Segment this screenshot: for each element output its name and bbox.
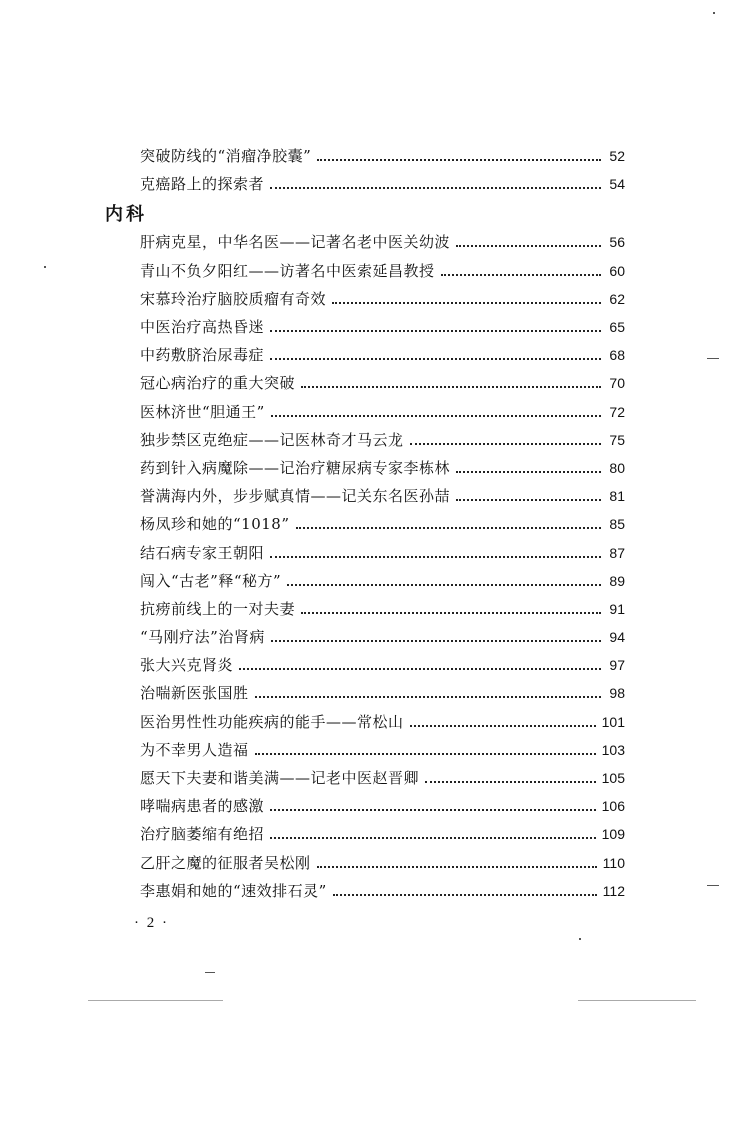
dot-leader — [270, 187, 601, 189]
toc-entry — [105, 567, 625, 595]
toc-entry-title: 誉满海内外，步步赋真情——记关东名医孙喆 — [140, 487, 451, 506]
toc-entry-title: 闯入“古老”释“秘方” — [140, 571, 282, 590]
toc-entry-page-number: 103 — [601, 741, 625, 758]
toc-entry-title: 青山不负夕阳红——访著名中医索延昌教授 — [140, 261, 435, 280]
toc-entry-title: 李惠娟和她的“速效排石灵” — [140, 881, 327, 900]
scan-speck — [707, 885, 719, 886]
toc-entry-title: 中医治疗高热昏迷 — [140, 318, 265, 337]
scan-speck — [707, 358, 719, 359]
dot-leader — [271, 640, 601, 642]
toc-entry-title: 结石病专家王朝阳 — [140, 543, 265, 562]
toc-entry — [105, 764, 625, 792]
toc-entry-page-number: 89 — [609, 572, 625, 589]
toc-entry — [105, 877, 625, 905]
page-number: · 2 · — [134, 915, 169, 931]
toc-entry-page-number: 112 — [602, 882, 625, 899]
toc-entry-title: 治喘新医张国胜 — [140, 684, 249, 703]
toc-entry — [105, 170, 625, 198]
dot-leader — [410, 443, 601, 445]
toc-entry-page-number: 80 — [609, 459, 625, 476]
dot-leader — [456, 471, 601, 473]
toc-entry-page-number: 65 — [609, 319, 625, 336]
toc-entry-title: “马刚疗法”治肾病 — [140, 628, 265, 647]
dot-leader — [410, 725, 596, 727]
toc-entry-title: 宋慕玲治疗脑胶质瘤有奇效 — [140, 289, 327, 308]
toc-entry — [105, 820, 625, 848]
toc-entry — [105, 736, 625, 764]
toc-entry — [105, 482, 625, 510]
toc-entry — [105, 538, 625, 566]
dot-leader — [255, 696, 601, 698]
dot-leader — [270, 809, 596, 811]
table-of-contents — [105, 142, 625, 905]
toc-entry-page-number: 56 — [609, 234, 625, 251]
toc-entry-page-number: 70 — [609, 375, 625, 392]
toc-entry-page-number: 101 — [601, 713, 625, 730]
toc-entry-page-number: 60 — [609, 262, 625, 279]
toc-entry — [105, 341, 625, 369]
toc-entry-page-number: 72 — [609, 403, 625, 420]
scan-speck — [713, 12, 715, 14]
toc-entry-page-number: 85 — [609, 516, 625, 533]
toc-entry-title: 突破防线的“消瘤净胶囊” — [140, 147, 312, 166]
dot-leader — [239, 668, 601, 670]
toc-entry-page-number: 54 — [609, 176, 625, 193]
toc-entry — [105, 454, 625, 482]
toc-entry — [105, 142, 625, 170]
toc-entry-page-number: 75 — [609, 431, 625, 448]
toc-entry — [105, 849, 625, 877]
dot-leader — [332, 302, 601, 304]
toc-entry-title: 中药敷脐治尿毒症 — [140, 346, 265, 365]
dot-leader — [456, 499, 601, 501]
toc-entry-title: 乙肝之魔的征服者吴松刚 — [140, 853, 311, 872]
dot-leader — [287, 584, 601, 586]
toc-entry-page-number: 81 — [609, 488, 625, 505]
dot-leader — [317, 866, 597, 868]
toc-entry-title: 医治男性性功能疾病的能手——常松山 — [140, 712, 404, 731]
toc-entry — [105, 369, 625, 397]
toc-entry — [105, 426, 625, 454]
dot-leader — [270, 556, 601, 558]
toc-entry-title: 为不幸男人造福 — [140, 740, 249, 759]
toc-entry — [105, 651, 625, 679]
toc-entry — [105, 313, 625, 341]
dot-leader — [270, 358, 601, 360]
scan-speck — [205, 972, 215, 973]
dot-leader — [271, 415, 601, 417]
toc-pre-entries — [105, 142, 625, 198]
dot-leader — [270, 330, 601, 332]
toc-entry-title: 治疗脑萎缩有绝招 — [140, 825, 265, 844]
toc-entry-title: 药到针入病魔除——记治疗糖尿病专家李栋林 — [140, 458, 451, 477]
toc-entry-title: 肝病克星，中华名医——记著名老中医关幼波 — [140, 233, 451, 252]
dot-leader — [441, 274, 601, 276]
toc-entry-title: 愿天下夫妻和谐美满——记老中医赵晋卿 — [140, 769, 420, 788]
toc-entries — [105, 228, 625, 905]
toc-entry — [105, 285, 625, 313]
dot-leader — [270, 837, 596, 839]
dot-leader — [296, 527, 601, 529]
scan-speck — [579, 938, 581, 940]
toc-entry-page-number: 98 — [609, 685, 625, 702]
toc-entry-title: 杨凤珍和她的“1018” — [140, 515, 290, 534]
toc-entry — [105, 257, 625, 285]
toc-entry — [105, 510, 625, 538]
toc-entry-page-number: 105 — [601, 770, 625, 787]
toc-entry-title: 张大兴克肾炎 — [140, 656, 234, 675]
toc-entry-page-number: 97 — [609, 657, 625, 674]
toc-entry-page-number: 91 — [609, 600, 625, 617]
dot-leader — [301, 386, 601, 388]
section-heading-internal-medicine: 内科 — [105, 204, 147, 226]
toc-entry-page-number: 110 — [602, 854, 625, 871]
toc-entry-page-number: 52 — [609, 148, 625, 165]
dot-leader — [317, 159, 601, 161]
scan-speck — [44, 266, 46, 268]
toc-entry-title: 抗痨前线上的一对夫妻 — [140, 599, 296, 618]
toc-entry-page-number: 94 — [609, 629, 625, 646]
toc-entry-title: 哮喘病患者的感激 — [140, 797, 265, 816]
dot-leader — [301, 612, 601, 614]
toc-entry-page-number: 87 — [609, 544, 625, 561]
toc-entry — [105, 623, 625, 651]
dot-leader — [425, 781, 596, 783]
dot-leader — [333, 894, 597, 896]
toc-entry — [105, 708, 625, 736]
toc-entry-page-number: 109 — [601, 826, 625, 843]
toc-entry-title: 克癌路上的探索者 — [140, 175, 265, 194]
toc-entry-page-number: 62 — [609, 290, 625, 307]
toc-entry-page-number: 106 — [601, 798, 625, 815]
dot-leader — [255, 753, 596, 755]
toc-entry — [105, 595, 625, 623]
toc-entry — [105, 398, 625, 426]
scan-speck — [88, 1000, 223, 1001]
toc-entry — [105, 679, 625, 707]
dot-leader — [456, 245, 601, 247]
toc-entry — [105, 792, 625, 820]
toc-entry-title: 冠心病治疗的重大突破 — [140, 374, 296, 393]
toc-entry-title: 医林济世“胆通王” — [140, 402, 265, 421]
scan-speck — [578, 1000, 696, 1001]
toc-entry-title: 独步禁区克绝症——记医林奇才马云龙 — [140, 430, 404, 449]
toc-entry — [105, 228, 625, 256]
toc-entry-page-number: 68 — [609, 347, 625, 364]
